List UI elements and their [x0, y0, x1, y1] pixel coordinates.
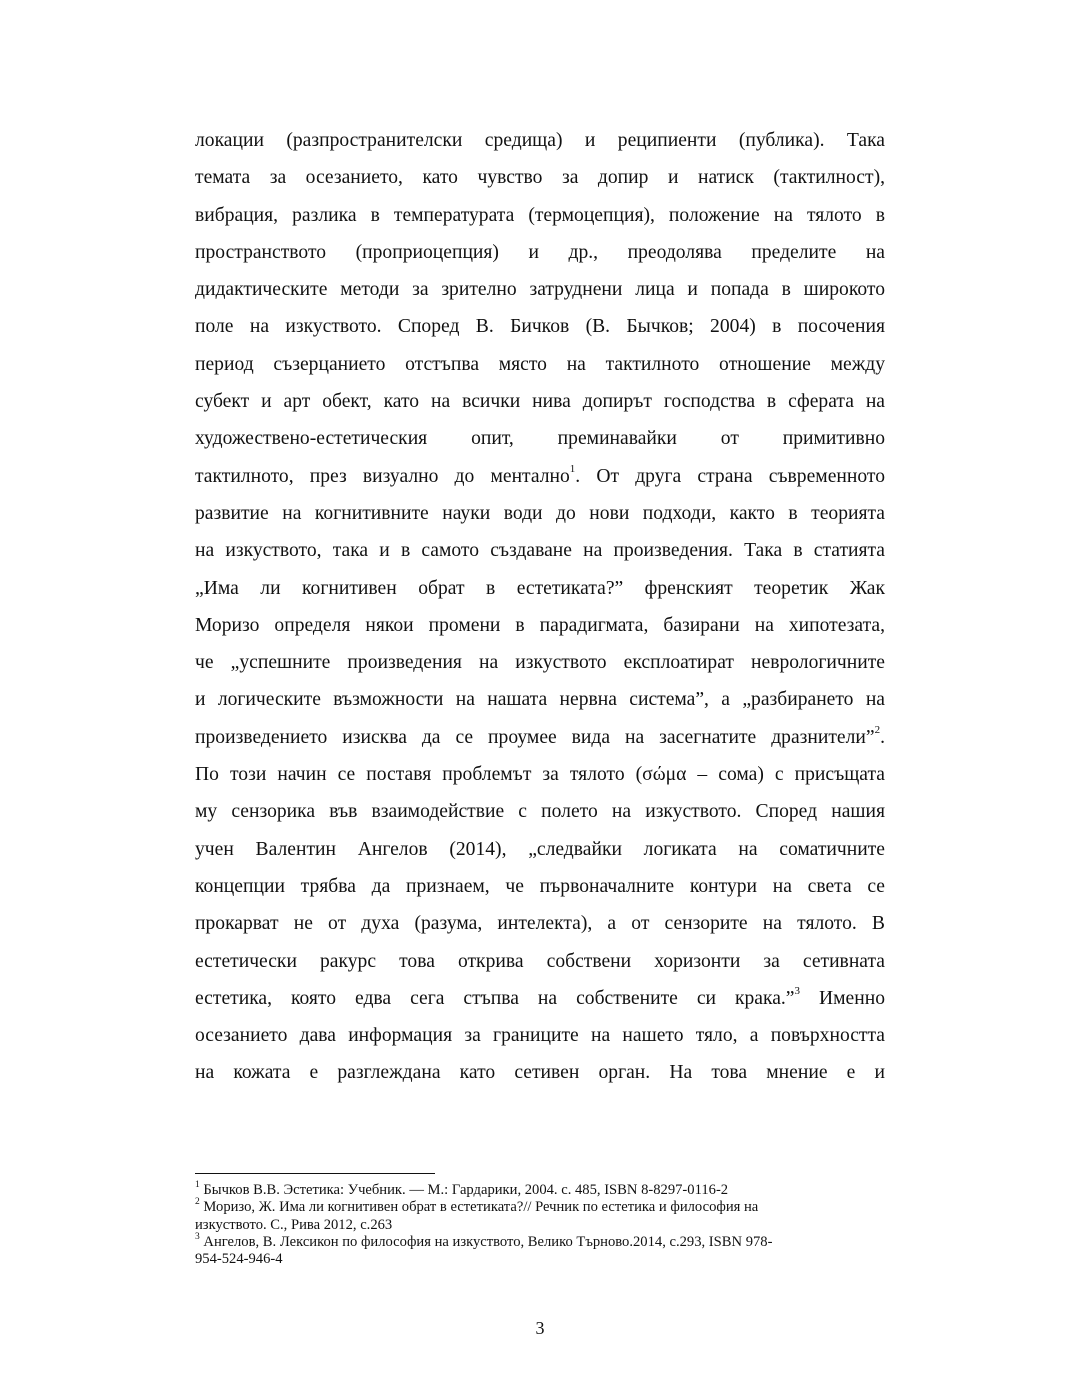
footnote-ref-3[interactable]: 3: [794, 985, 801, 998]
text-line: поле на изкуството. Според В. Бичков (В. Бычков; 2004) в посочения: [195, 316, 885, 338]
text-line: на изкуството, така и в самото създаване на произведения. Така в статията: [195, 540, 885, 562]
text-line: вибрация, разлика в температурата (термоцепция), положение на тялото в: [195, 204, 885, 226]
text-line: прокарват не от духа (разума, интелекта), а от сензорите на тялото. В: [195, 913, 885, 935]
body-text: [195, 122, 885, 1092]
text-segment: Именно: [800, 987, 885, 1009]
footnote-number: 1: [195, 1180, 200, 1191]
text-segment: естетика, която едва сега стъпва на собствените си крака.”: [195, 987, 795, 1009]
text-segment: . От друга страна съвременното: [575, 465, 886, 487]
text-line: субект и арт обект, като на всички нива допирът господства в сферата на: [195, 391, 885, 413]
footnote-number: 2: [195, 1197, 200, 1208]
footnote-text: Бычков В.В. Эстетика: Учебник. — М.: Гардарики, 2004. с. 485, ISBN 8-8297-0116-2: [203, 1182, 729, 1198]
text-line: Моризо определя някои промени в парадигмата, базирани на хипотезата,: [195, 614, 885, 636]
page-number: 3: [535, 1318, 545, 1338]
footnote-ref-1[interactable]: 1: [569, 463, 576, 476]
footnote-text: Ангелов, В. Лексикон по философия на изкуството, Велико Търново.2014, с.293, ISBN 978-: [203, 1233, 773, 1250]
text-line: учен Валентин Ангелов (2014), „следвайки логиката на соматичните: [195, 838, 885, 860]
text-segment: произведението изисква да се проумее вида на засегнатите дразнители”: [195, 726, 875, 748]
text-segment: .: [880, 726, 885, 748]
footnote-2-continued: изкуството. С., Рива 2012, с.263: [195, 1216, 393, 1233]
text-line: пространството (проприоцепция) и др., преодолява пределите на: [195, 241, 885, 263]
footnote-3-continued: 954-524-946-4: [195, 1251, 283, 1268]
text-line: развитие на когнитивните науки води до нови подходи, както в теорията: [195, 502, 885, 524]
text-line: концепции трябва да признаем, че първоначалните контури на света се: [195, 875, 885, 897]
text-line: [195, 980, 885, 1017]
text-line: По този начин се поставя проблемът за тялото (σώμα – сома) с присъщата: [195, 764, 885, 786]
footnote-number: 3: [195, 1232, 200, 1243]
footnote-3: [195, 1234, 885, 1251]
footnote-1: [195, 1182, 885, 1199]
text-line: естетически ракурс това открива собствени хоризонти за сетивната: [195, 950, 885, 972]
text-line: локации (разпространителски средища) и реципиенти (публика). Така: [195, 130, 885, 151]
text-line: дидактическите методи за зрително затруднени лица и попада в широкото: [195, 279, 885, 301]
text-line: темата за осезанието, като чувство за допир и натиск (тактилност),: [195, 167, 885, 189]
text-line: осезанието дава информация за границите на нашето тяло, а повърхността: [195, 1025, 885, 1047]
text-segment: тактилното, през визуално до ментално: [195, 465, 570, 487]
text-line: [195, 458, 885, 495]
footnotes: [195, 1182, 885, 1268]
footnote-separator: [195, 1173, 435, 1174]
text-line: художествено-естетическия опит, преминавайки от примитивно: [195, 428, 885, 450]
text-line: че „успешните произведения на изкуството експлоатират неврологичните: [195, 652, 885, 674]
text-line: „Има ли когнитивен обрат в естетиката?” френският теоретик Жак: [195, 577, 885, 599]
text-line: период съзерцанието отстъпва място на тактилното отношение между: [195, 353, 885, 375]
text-line: и логическите възможности на нашата нервна система”, а „разбирането на: [195, 689, 885, 711]
footnote-ref-2[interactable]: 2: [874, 724, 881, 737]
text-line: му сензорика във взаимодействие с полето на изкуството. Според нашия: [195, 801, 885, 823]
text-line: на кожата е разглеждана като сетивен орган. На това мнение е и: [195, 1062, 885, 1084]
footnote-2: [195, 1199, 885, 1216]
text-line: [195, 719, 885, 756]
footnote-text: Моризо, Ж. Има ли когнитивен обрат в естетиката?// Речник по естетика и философия на: [203, 1199, 759, 1216]
